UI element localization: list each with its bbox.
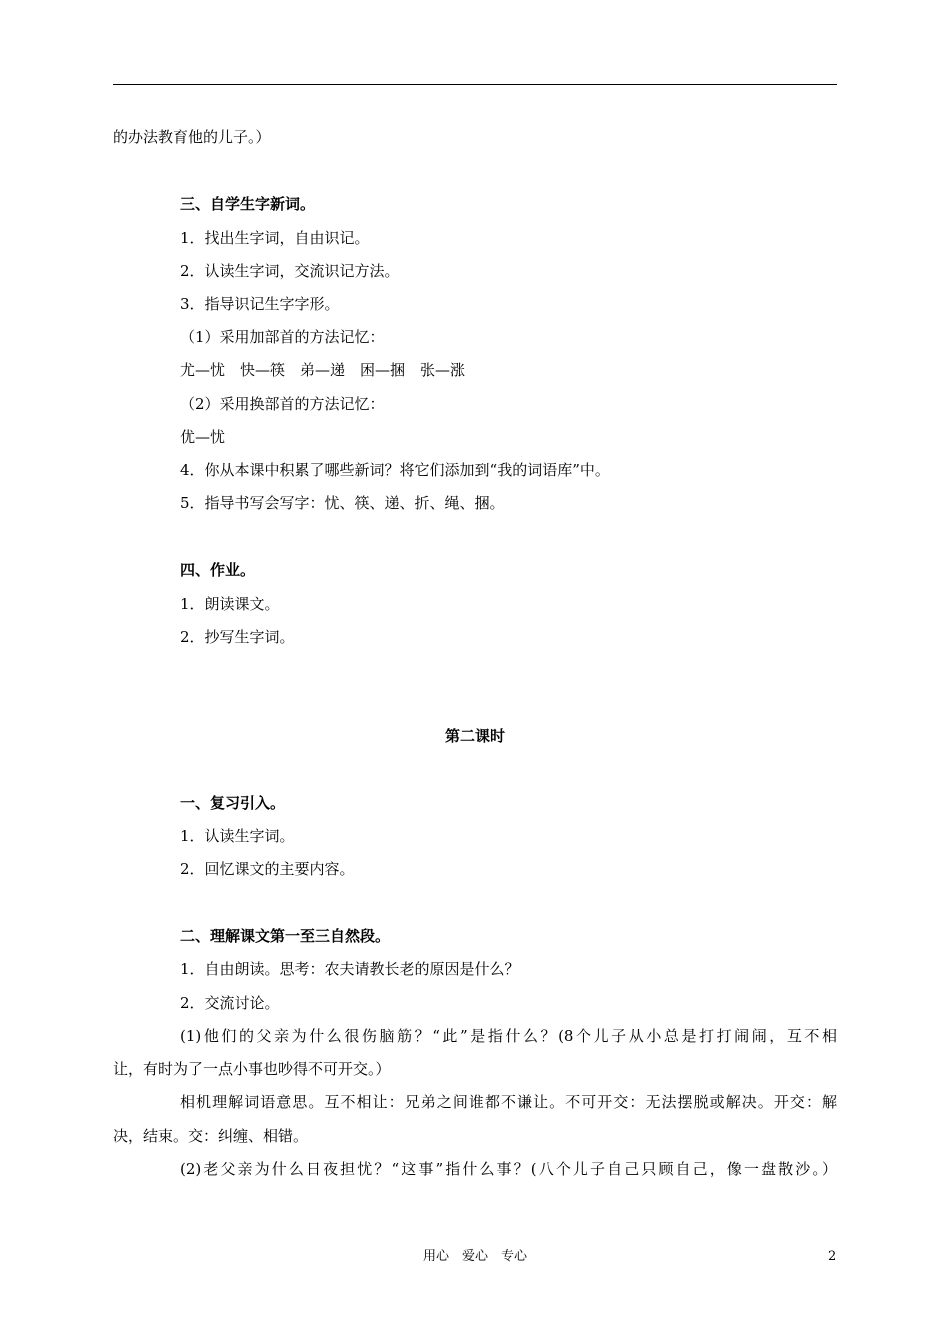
review-heading: 一、复习引入。 xyxy=(180,794,286,812)
paragraph-3-line-1: (2)老父亲为什么日夜担忧？“这事”指什么事？(八个儿子自己只顾自己，像一盘散沙。） xyxy=(180,1160,837,1178)
continuation-text: 的办法教育他的儿子。） xyxy=(113,128,271,146)
section3-item-3: 3．指导识记生字字形。 xyxy=(180,295,340,313)
header-rule xyxy=(113,84,837,85)
understand-heading: 二、理解课文第一至三自然段。 xyxy=(180,927,391,945)
understand-item-1: 1．自由朗读。思考：农夫请教长老的原因是什么？ xyxy=(180,960,520,978)
section3-item-4: 4．你从本课中积累了哪些新词？将它们添加到“我的词语库”中。 xyxy=(180,461,610,479)
paragraph-2-line-2: 决，结束。交：纠缠、相错。 xyxy=(113,1127,309,1145)
page-number: 2 xyxy=(828,1249,837,1264)
section4-item-2: 2．抄写生字词。 xyxy=(180,628,295,646)
paragraph-1-line-2: 让，有时为了一点小事也吵得不可开交。） xyxy=(113,1060,391,1078)
section3-heading: 三、自学生字新词。 xyxy=(180,195,316,213)
section3-item-2: 2．认读生字词，交流识记方法。 xyxy=(180,262,400,280)
section3-sub-1-words: 尤—忧 快—筷 弟—递 困—捆 张—涨 xyxy=(180,361,466,379)
lesson-2-title: 第二课时 xyxy=(444,727,505,745)
section3-sub-2: （2）采用换部首的方法记忆： xyxy=(180,395,385,413)
footer-motto: 用心 爱心 专心 xyxy=(422,1249,527,1264)
review-item-2: 2．回忆课文的主要内容。 xyxy=(180,860,355,878)
paragraph-2-line-1: 相机理解词语意思。互不相让：兄弟之间谁都不谦让。不可开交：无法摆脱或解决。开交：解 xyxy=(180,1093,837,1111)
paragraph-1-line-1: (1)他们的父亲为什么很伤脑筋？“此”是指什么？(8个儿子从小总是打打闹闹，互不相 xyxy=(180,1027,837,1045)
understand-item-2: 2．交流讨论。 xyxy=(180,994,280,1012)
section4-heading: 四、作业。 xyxy=(180,561,256,579)
review-item-1: 1．认读生字词。 xyxy=(180,827,295,845)
section3-item-5: 5．指导书写会写字：忧、筷、递、折、绳、捆。 xyxy=(180,494,505,512)
section3-item-1: 1．找出生字词，自由识记。 xyxy=(180,229,370,247)
section3-sub-1: （1）采用加部首的方法记忆： xyxy=(180,328,385,346)
section4-item-1: 1．朗读课文。 xyxy=(180,595,280,613)
section3-sub-2-words: 优—忧 xyxy=(180,428,226,446)
